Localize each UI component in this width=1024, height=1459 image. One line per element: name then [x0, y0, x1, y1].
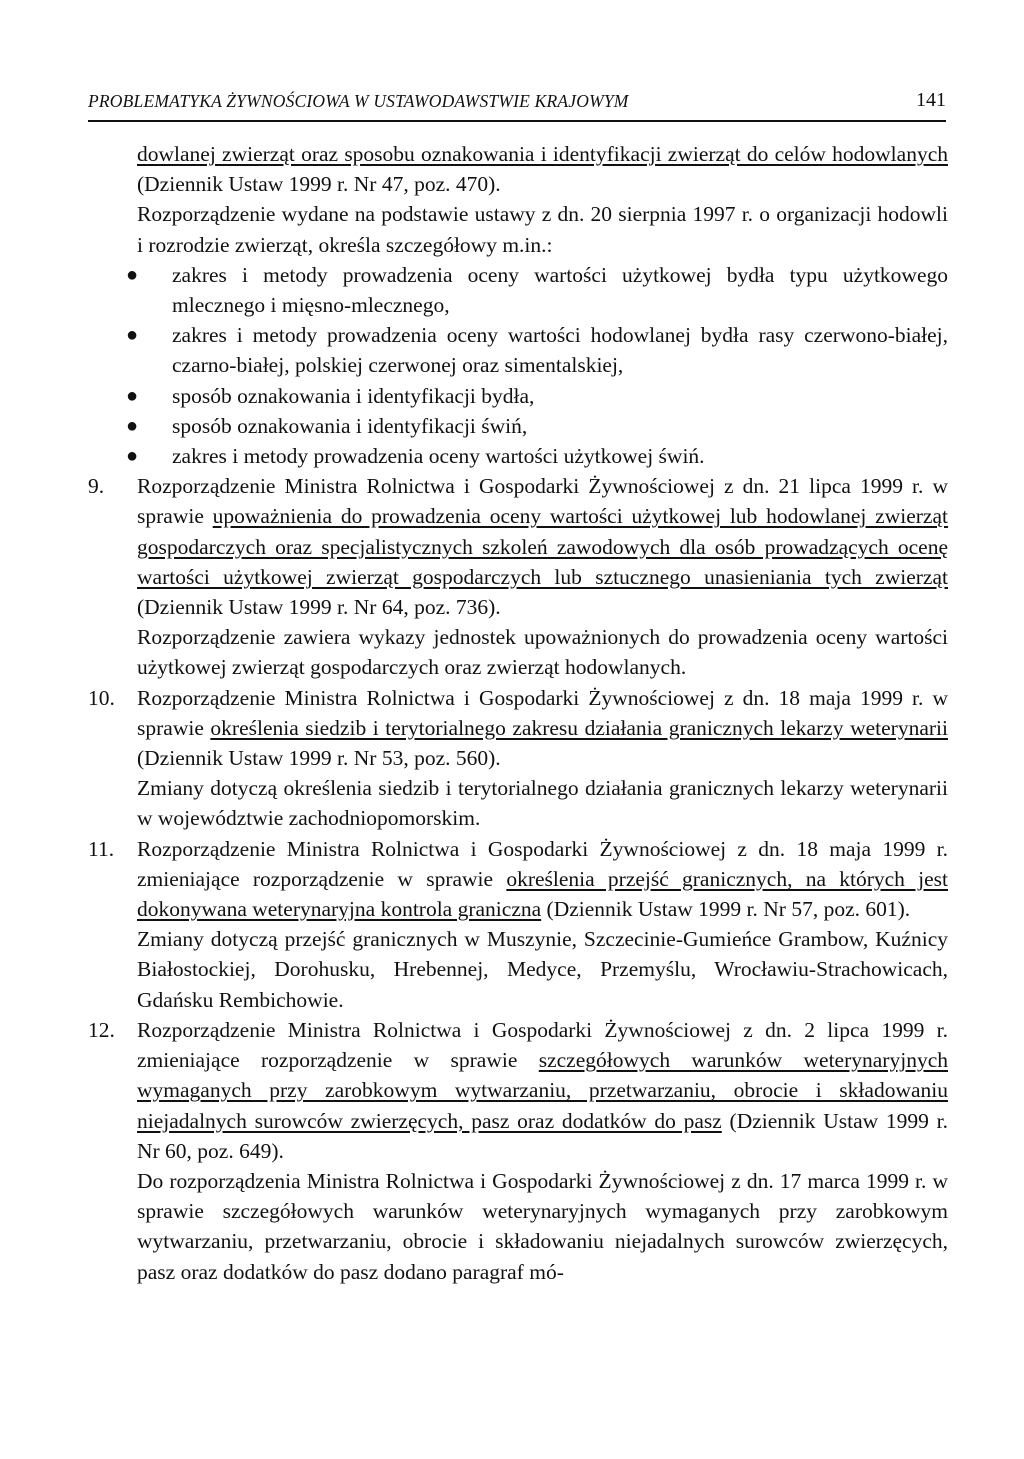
bullet-icon: ● — [126, 414, 139, 437]
page-header — [88, 91, 946, 122]
regulation-item-11 — [88, 834, 948, 1015]
regulation-note: Zmiany dotyczą przejść granicznych w Muszynie, Szczecinie-Gumieńce Grambow, Kuźnicy Białostockiej, Dorohusku, Hrebennej, Medyce, Przemyślu, Wrocławiu-Strachowicach, Gdańsku Rembichowie. — [137, 927, 948, 1012]
regulation-citation: (Dziennik Ustaw 1999 r. Nr 60, poz. 649). — [137, 1108, 948, 1163]
regulation-citation: (Dziennik Ustaw 1999 r. Nr 57, poz. 601). — [541, 897, 911, 922]
regulation-title: określenia siedzib i terytorialnego zakresu działania granicznych lekarzy weterynarii — [210, 715, 948, 740]
intro-description: Rozporządzenie wydane na podstawie ustawy z dn. 20 sierpnia 1997 r. o organizacji hodowli i rozrodzie zwierząt, określa szczegółowy m.in.: — [137, 202, 948, 257]
regulation-prefix: Rozporządzenie Ministra Rolnictwa i Gospodarki Żywnościowej z dn. 21 lipca 1999 r. w sprawie — [137, 474, 948, 529]
regulation-text — [137, 471, 948, 622]
item-number: 9. — [88, 474, 105, 499]
regulation-title: określenia przejść granicznych, na których jest dokonywana weterynaryjna kontrola graniczna — [137, 866, 949, 922]
item-number: 10. — [88, 685, 115, 710]
bullet-icon: ● — [126, 263, 139, 286]
page-body — [88, 139, 948, 1287]
regulation-title: szczegółowych warunków weterynaryjnych wymaganych przy zarobkowym wytwarzaniu, przetwarzaniu, obrocie i składowaniu niejadalnych surowców zwierzęcych, pasz oraz dodatków do pasz — [137, 1048, 948, 1133]
bullet-text: sposób oznakowania i identyfikacji bydła, — [172, 383, 535, 408]
regulation-citation: (Dziennik Ustaw 1999 r. Nr 64, poz. 736). — [137, 595, 501, 620]
bullet-text: zakres i metody prowadzenia oceny wartości użytkowej świń. — [172, 444, 705, 469]
list-item — [88, 411, 948, 441]
bullet-text: sposób oznakowania i identyfikacji świń, — [172, 413, 528, 438]
list-item — [88, 441, 948, 471]
item-number: 12. — [88, 1017, 115, 1042]
page-number: 141 — [916, 89, 946, 111]
regulation-text — [137, 1015, 948, 1166]
intro-lead-citation: (Dziennik Ustaw 1999 r. Nr 47, poz. 470). — [137, 172, 501, 197]
regulation-item-9 — [88, 471, 948, 682]
regulation-item-12 — [88, 1015, 948, 1287]
bullet-icon: ● — [126, 324, 139, 347]
item-number: 11. — [88, 836, 115, 861]
intro-lead — [88, 139, 948, 199]
bullet-text: zakres i metody prowadzenia oceny wartości użytkowej bydła typu użytkowego mlecznego i mięsno-mlecznego, — [172, 262, 948, 318]
bullet-icon: ● — [126, 384, 139, 407]
regulation-prefix: Rozporządzenie Ministra Rolnictwa i Gospodarki Żywnościowej z dn. 18 maja 1999 r. w sprawie — [137, 685, 948, 740]
list-item — [88, 381, 948, 411]
regulation-prefix: Rozporządzenie Ministra Rolnictwa i Gospodarki Żywnościowej z dn. 18 maja 1999 r. zmieniające rozporządzenie w sprawie — [137, 836, 948, 891]
regulation-title: upoważnienia do prowadzenia oceny wartości użytkowej lub hodowlanej zwierząt gospodarczych oraz specjalistycznych szkoleń zawodowych dla osób prowadzących ocenę wartości użytkowej zwierząt gospodarczych lub sztucznego unasieniania tych zwierząt — [137, 504, 948, 589]
regulation-note: Do rozporządzenia Ministra Rolnictwa i Gospodarki Żywnościowej z dn. 17 marca 1999 r. w sprawie szczegółowych warunków weterynaryjnych wymaganych przy zarobkowym wytwarzaniu, przetwarzaniu, obrocie i składowaniu niejadalnych surowców zwierzęcych, pasz oraz dodatków do pasz dodano paragraf mó- — [137, 1168, 948, 1284]
regulation-text — [137, 834, 948, 925]
regulation-text — [137, 683, 948, 774]
regulation-note: Rozporządzenie zawiera wykazy jednostek upoważnionych do prowadzenia oceny wartości użytkowej zwierząt gospodarczych oraz zwierząt hodowlanych. — [137, 625, 948, 680]
intro-lead-title: dowlanej zwierząt oraz sposobu oznakowania i identyfikacji zwierząt do celów hodowlanych — [137, 142, 948, 166]
bullet-list — [88, 260, 948, 471]
list-item — [88, 320, 948, 380]
regulation-prefix: Rozporządzenie Ministra Rolnictwa i Gospodarki Żywnościowej z dn. 2 lipca 1999 r. zmieniające rozporządzenie w sprawie — [137, 1017, 948, 1073]
list-item — [88, 260, 948, 320]
regulation-citation: (Dziennik Ustaw 1999 r. Nr 53, poz. 560). — [137, 746, 501, 771]
bullet-text: zakres i metody prowadzenia oceny wartości hodowlanej bydła rasy czerwono-białej, czarno-białej, polskiej czerwonej oraz simentalskiej, — [172, 323, 948, 378]
regulation-note: Zmiany dotyczą określenia siedzib i terytorialnego działania granicznych lekarzy weterynarii w województwie zachodniopomorskim. — [137, 776, 948, 831]
regulation-item-10 — [88, 683, 948, 834]
running-title: PROBLEMATYKA ŻYWNOŚCIOWA W USTAWODAWSTWIE KRAJOWYM — [88, 91, 629, 111]
bullet-icon: ● — [126, 445, 139, 468]
